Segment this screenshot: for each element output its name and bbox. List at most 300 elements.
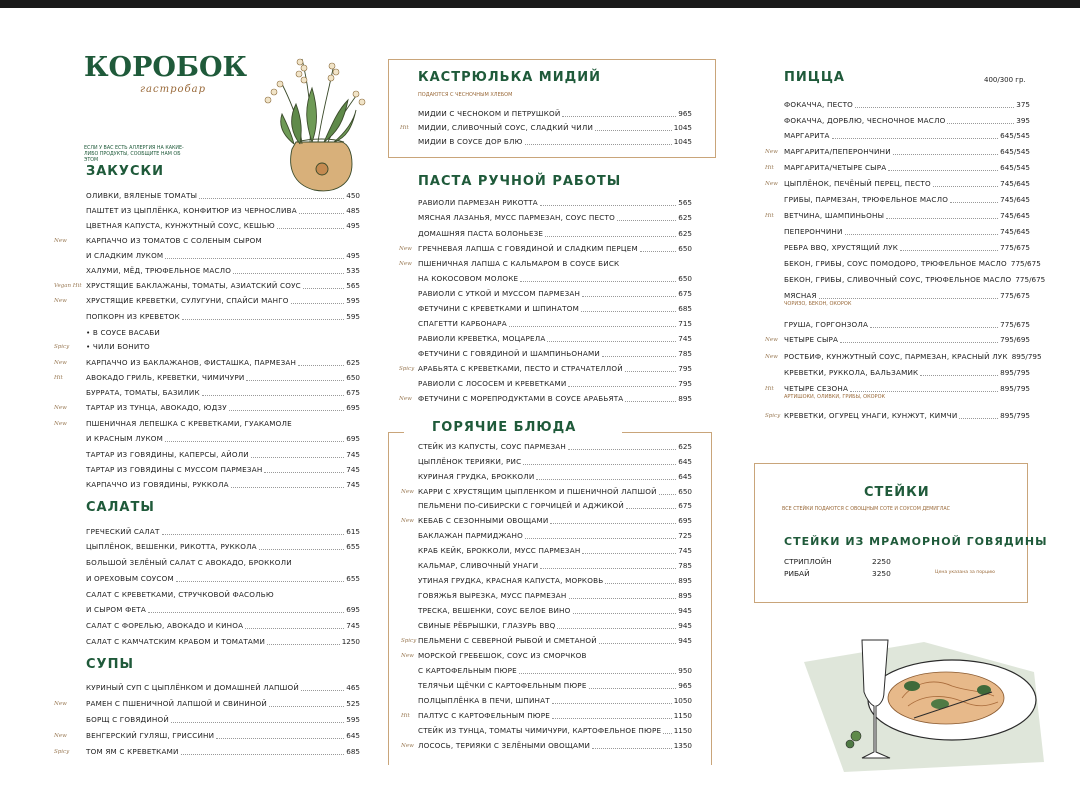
item-note: ЧОРИЗО, БЕКОН, ОКОРОК (784, 301, 852, 307)
item-price: 1045 (673, 123, 692, 132)
item-price: 745/645 (1000, 227, 1030, 236)
item-price: 1350 (673, 741, 692, 750)
item-name: ЧЕТЫРЕ СЕЗОНА (784, 384, 849, 393)
item-name: ФОКАЧЧА, ПЕСТО (784, 100, 854, 109)
item-tag: New (399, 246, 412, 252)
item-name: И СЫРОМ ФЕТА (86, 605, 146, 614)
item-price: 645/545 (1000, 131, 1030, 140)
pasta-item (418, 196, 692, 209)
brand-logo: КОРОБОК (84, 52, 248, 83)
item-price: 775/675 (1000, 243, 1030, 252)
hot-dishes-item (418, 544, 692, 557)
item-name: ФЕТУЧИНИ С КРЕВЕТКАМИ И ШПИНАТОМ (418, 304, 579, 313)
item-price: 745/645 (1000, 195, 1030, 204)
item-name: • В СОУСЕ ВАСАБИ (86, 328, 160, 337)
dot-leader (259, 549, 344, 550)
item-name: ЛОСОСЬ, ТЕРИЯКИ С ЗЕЛЁНЫМИ ОВОЩАМИ (418, 741, 591, 750)
dot-leader (547, 341, 676, 342)
dot-leader (840, 342, 998, 343)
salaty-item (86, 556, 360, 569)
item-price: 535 (346, 266, 360, 275)
item-price: 495 (346, 221, 360, 230)
item-name: ФЕТУЧИНИ С МОРЕПРОДУКТАМИ В СОУСЕ АРАБЬЯТА (418, 394, 624, 403)
item-tag: Hit (54, 375, 63, 381)
zakuski-item (86, 463, 360, 476)
item-tag: New (765, 337, 778, 343)
dot-leader (568, 449, 676, 450)
item-price: 525 (346, 699, 360, 708)
hot-dishes-item (418, 559, 692, 572)
dot-leader (640, 251, 676, 252)
item-name: РАВИОЛИ КРЕВЕТКА, МОЦАРЕЛА (418, 334, 546, 343)
item-price: 945 (678, 636, 692, 645)
item-name: ДОМАШНЯЯ ПАСТА БОЛОНЬЕЗЕ (418, 229, 544, 238)
item-tag: Hit (765, 165, 774, 171)
item-tag: New (54, 733, 67, 739)
item-name: СТЕЙК ИЗ ТУНЦА, ТОМАТЫ ЧИМИЧУРИ, КАРТОФЕЛЬНОЕ ПЮРЕ (418, 726, 662, 735)
item-price: 795 (678, 364, 692, 373)
dot-leader (845, 234, 999, 235)
dot-leader (165, 441, 344, 442)
pizza-item (784, 177, 1030, 190)
item-name: ЦЫПЛЁНОК, ПЕЧЁНЫЙ ПЕРЕЦ, ПЕСТО (784, 179, 931, 188)
dot-leader (509, 326, 676, 327)
section-title-hot-dishes: ГОРЯЧИЕ БЛЮДА (432, 420, 577, 435)
item-tag: New (54, 405, 67, 411)
zakuski-item (86, 310, 360, 323)
dot-leader (625, 401, 676, 402)
dot-leader (291, 303, 345, 304)
item-price: 695 (346, 605, 360, 614)
item-price: 895/795 (1000, 384, 1030, 393)
steak-price: 3250 (872, 569, 891, 578)
item-price: 655 (346, 574, 360, 583)
item-price: 645 (678, 457, 692, 466)
item-price: 495 (346, 251, 360, 260)
item-tag: New (54, 298, 67, 304)
pasta-item (418, 242, 692, 255)
salaty-item (86, 572, 360, 585)
hot-dishes-item (418, 485, 692, 498)
hot-dishes-item (418, 529, 692, 542)
dot-leader (562, 116, 676, 117)
dot-leader (303, 288, 344, 289)
steak-name: СТРИПЛОЙН (784, 557, 832, 566)
hot-dishes-item (418, 455, 692, 468)
item-name: ГРУША, ГОРГОНЗОЛА (784, 320, 869, 329)
item-tag: New (401, 743, 414, 749)
item-name: ОЛИВКИ, ВЯЛЕНЫЕ ТОМАТЫ (86, 191, 198, 200)
salaty-item (86, 619, 360, 632)
item-name: РЕБРА BBQ, ХРУСТЯЩИЙ ЛУК (784, 243, 899, 252)
steaks-subtitle: ВСЕ СТЕЙКИ ПОДАЮТСЯ С ОВОЩНЫМ СОТЕ И СОУСОМ ДЕМИГЛАС (782, 507, 951, 512)
dot-leader (870, 327, 998, 328)
pizza-item (784, 257, 1041, 270)
hot-dishes-item (418, 604, 692, 617)
item-name: ФЕТУЧИНИ С ГОВЯДИНОЙ И ШАМПИНЬОНАМИ (418, 349, 600, 358)
item-price: 465 (346, 683, 360, 692)
item-name: КРАБ КЕЙК, БРОККОЛИ, МУСС ПАРМЕЗАН (418, 546, 581, 555)
dot-leader (181, 754, 345, 755)
pizza-item (784, 129, 1030, 142)
item-name: ХРУСТЯЩИЕ БАКЛАЖАНЫ, ТОМАТЫ, АЗИАТСКИЙ СОУС (86, 281, 301, 290)
mussels-subtitle: ПОДАЮТСЯ С ЧЕСНОЧНЫМ ХЛЕБОМ (418, 92, 513, 98)
item-name: ПЕЛЬМЕНИ С СЕВЕРНОЙ РЫБОЙ И СМЕТАНОЙ (418, 636, 597, 645)
item-price: 785 (678, 561, 692, 570)
dot-leader (216, 738, 344, 739)
item-price: 965 (678, 109, 692, 118)
hot-dishes-item (418, 664, 692, 677)
item-name: АВОКАДО ГРИЛЬ, КРЕВЕТКИ, ЧИМИЧУРИ (86, 373, 245, 382)
item-name: КУРИНАЯ ГРУДКА, БРОККОЛИ (418, 472, 535, 481)
dot-leader (557, 628, 676, 629)
item-name: ВЕТЧИНА, ШАМПИНЬОНЫ (784, 211, 885, 220)
item-name: КАРПАЧЧО ИЗ ТОМАТОВ С СОЛЕНЫМ СЫРОМ (86, 236, 262, 245)
item-name: ХАЛУМИ, МЁД, ТРЮФЕЛЬНОЕ МАСЛО (86, 266, 232, 275)
item-name: СПАГЕТТИ КАРБОНАРА (418, 319, 507, 328)
dot-leader (519, 673, 676, 674)
dot-leader (589, 688, 677, 689)
item-tag: Spicy (399, 366, 415, 372)
dot-leader (617, 220, 676, 221)
dot-leader (540, 568, 676, 569)
item-name: ХРУСТЯЩИЕ КРЕВЕТКИ, СУЛУГУНИ, СПАЙСИ МАНГО (86, 296, 289, 305)
item-name: КАЛЬМАР, СЛИВОЧНЫЙ УНАГИ (418, 561, 539, 570)
dot-leader (301, 690, 344, 691)
dot-leader (933, 186, 998, 187)
item-price: 695 (678, 516, 692, 525)
item-price: 645/545 (1000, 163, 1030, 172)
dot-leader (886, 218, 998, 219)
item-price: 895 (678, 576, 692, 585)
item-tag: New (399, 396, 412, 402)
section-title-salaty: САЛАТЫ (86, 500, 155, 515)
item-name: ТАРТАР ИЗ ГОВЯДИНЫ, КАПЕРСЫ, АЙОЛИ (86, 450, 249, 459)
item-tag: New (54, 360, 67, 366)
dot-leader (298, 365, 344, 366)
item-name: НА КОКОСОВОМ МОЛОКЕ (418, 274, 519, 283)
item-price: 625 (678, 213, 692, 222)
item-price: 745 (346, 480, 360, 489)
zakuski-item (86, 234, 360, 247)
pizza-item (784, 161, 1030, 174)
item-name: ВЕНГЕРСКИЙ ГУЛЯШ, ГРИССИНИ (86, 731, 215, 740)
item-tag: New (54, 421, 67, 427)
salaty-item (86, 540, 360, 553)
item-price: 775/675 (1015, 275, 1046, 284)
dot-leader (233, 273, 344, 274)
item-price: 795 (678, 379, 692, 388)
mussels-item (418, 107, 692, 120)
dot-leader (246, 380, 344, 381)
item-price: 625 (346, 358, 360, 367)
item-price: 895/795 (1000, 368, 1030, 377)
section-title-zakuski: ЗАКУСКИ (86, 164, 164, 179)
item-price: 565 (346, 281, 360, 290)
item-price: 485 (346, 206, 360, 215)
dot-leader (888, 170, 998, 171)
item-tag: Spicy (765, 413, 781, 419)
dot-leader (269, 706, 344, 707)
item-price: 745 (346, 621, 360, 630)
hot-dishes-item (418, 440, 692, 453)
item-name: РАВИОЛИ С ЛОСОСЕМ И КРЕВЕТКАМИ (418, 379, 567, 388)
zakuski-item (86, 401, 360, 414)
item-tag: New (401, 518, 414, 524)
zakuski-item (86, 340, 360, 353)
item-price: 895 (678, 394, 692, 403)
item-price: 895/795 (1000, 411, 1030, 420)
dot-leader (525, 538, 676, 539)
item-tag: Hit (765, 213, 774, 219)
dot-leader (540, 205, 676, 206)
pasta-item (418, 287, 692, 300)
flower-pot-illustration (252, 44, 372, 200)
item-tag: New (54, 238, 67, 244)
zakuski-item (86, 326, 360, 339)
pizza-item (784, 193, 1030, 206)
dot-leader (277, 228, 344, 229)
item-price: 675 (678, 289, 692, 298)
item-tag: New (399, 261, 412, 267)
item-price: 625 (678, 229, 692, 238)
item-name: ГРИБЫ, ПАРМЕЗАН, ТРЮФЕЛЬНОЕ МАСЛО (784, 195, 949, 204)
zakuski-item (86, 219, 360, 232)
dot-leader (582, 296, 676, 297)
pasta-item (418, 257, 692, 270)
item-name: ТРЕСКА, ВЕШЕНКИ, СОУС БЕЛОЕ ВИНО (418, 606, 571, 615)
dot-leader (267, 644, 340, 645)
dot-leader (599, 643, 677, 644)
item-name: МАРГАРИТА/ЧЕТЫРЕ СЫРА (784, 163, 887, 172)
item-name: МАРГАРИТА/ПЕПЕРОНЧИНИ (784, 147, 891, 156)
hot-dishes-item (418, 470, 692, 483)
item-name: РОСТБИФ, КУНЖУТНЫЙ СОУС, ПАРМЕЗАН, КРАСНЫЙ ЛУК (784, 352, 1008, 361)
item-name: БЕКОН, ГРИБЫ, СЛИВОЧНЫЙ СОУС, ТРЮФЕЛЬНОЕ МАСЛО (784, 275, 1012, 284)
item-tag: New (765, 149, 778, 155)
pizza-item (784, 114, 1030, 127)
item-tag: Spicy (401, 638, 417, 644)
section-title-supy: СУПЫ (86, 657, 134, 672)
dot-leader (595, 130, 672, 131)
item-name: МЯСНАЯ (784, 291, 817, 300)
hot-dishes-item (418, 514, 692, 527)
dot-leader (605, 583, 676, 584)
item-price: 745 (346, 465, 360, 474)
item-price: 1050 (673, 696, 692, 705)
dot-leader (893, 154, 998, 155)
steaks-frame (754, 463, 1028, 603)
salaty-item (86, 635, 360, 648)
item-price: 675 (678, 501, 692, 510)
item-name: МИДИИ, СЛИВОЧНЫЙ СОУС, СЛАДКИЙ ЧИЛИ (418, 123, 594, 132)
dot-leader (536, 479, 676, 480)
section-title-pizza: ПИЦЦА (784, 70, 845, 85)
item-price: 375 (1016, 100, 1030, 109)
dot-leader (552, 718, 672, 719)
dot-leader (202, 395, 345, 396)
dot-leader (199, 198, 344, 199)
dot-leader (959, 418, 998, 419)
item-price: 725 (678, 531, 692, 540)
dot-leader (582, 553, 676, 554)
item-price: 650 (678, 244, 692, 253)
item-name: ЦЫПЛЁНОК ТЕРИЯКИ, РИС (418, 457, 522, 466)
dot-leader (525, 144, 672, 145)
pizza-item (784, 318, 1030, 331)
dot-leader (171, 722, 344, 723)
item-price: 450 (346, 191, 360, 200)
pizza-item (784, 333, 1030, 346)
pasta-item (418, 392, 692, 405)
item-tag: New (401, 489, 414, 495)
steaks-price-note: Цена указана за порцию (935, 570, 995, 575)
item-price: 645/545 (1000, 147, 1030, 156)
dot-leader (523, 464, 676, 465)
steaks-marble-title: СТЕЙКИ ИЗ МРАМОРНОЙ ГОВЯДИНЫ (784, 535, 1048, 548)
item-tag: Hit (401, 713, 410, 719)
item-price: 645 (346, 731, 360, 740)
dot-leader (602, 356, 676, 357)
mussels-item (418, 121, 692, 134)
item-name: АРАБЬЯТА С КРЕВЕТКАМИ, ПЕСТО И СТРАЧАТЕЛЛОЙ (418, 364, 623, 373)
item-name: КАРРИ С ХРУСТЯЩИМ ЦЫПЛЕНКОМ И ПШЕНИЧНОЙ ЛАПШОЙ (418, 487, 657, 496)
brand-tagline: гастробар (140, 84, 206, 95)
item-price: 715 (678, 319, 692, 328)
top-dark-bar (0, 0, 1080, 8)
zakuski-item (86, 204, 360, 217)
item-price: 965 (678, 681, 692, 690)
dot-leader (229, 410, 344, 411)
dot-leader (663, 733, 671, 734)
dot-leader (552, 703, 672, 704)
pasta-item (418, 332, 692, 345)
dot-leader (176, 581, 344, 582)
item-price: 565 (678, 198, 692, 207)
item-price: 695 (346, 434, 360, 443)
dot-leader (264, 472, 344, 473)
pizza-item (784, 241, 1030, 254)
item-name: ЦЫПЛЁНОК, ВЕШЕНКИ, РИКОТТА, РУККОЛА (86, 542, 257, 551)
item-price: 795/695 (1000, 335, 1030, 344)
hot-dishes-item (418, 739, 692, 752)
allergy-note: ЕСЛИ У ВАС ЕСТЬ АЛЛЕРГИЯ НА КАКИЕ-ЛИБО ПРОДУКТЫ, СООБЩИТЕ НАМ ОБ ЭТОМ (84, 146, 184, 163)
zakuski-item (86, 279, 360, 292)
item-price: 1250 (341, 637, 360, 646)
item-price: 1150 (673, 711, 692, 720)
section-title-mussels: КАСТРЮЛЬКА МИДИЙ (418, 70, 601, 85)
item-name: КУРИНЫЙ СУП С ЦЫПЛЁНКОМ И ДОМАШНЕЙ ЛАПШОЙ (86, 683, 299, 692)
dot-leader (245, 628, 344, 629)
item-tag: Spicy (54, 749, 70, 755)
item-name: МОРСКОЙ ГРЕБЕШОК, СОУС ИЗ СМОРЧКОВ (418, 651, 587, 660)
hot-dishes-item (418, 619, 692, 632)
steak-name: РИБАЙ (784, 569, 810, 578)
item-price: 745/645 (1000, 179, 1030, 188)
hot-dishes-item (418, 574, 692, 587)
zakuski-item (86, 448, 360, 461)
pasta-item (418, 347, 692, 360)
pizza-item (784, 209, 1030, 222)
pizza-item (784, 225, 1030, 238)
item-price: 785 (678, 349, 692, 358)
item-price: 650 (678, 274, 692, 283)
dot-leader (832, 138, 999, 139)
steak-price: 2250 (872, 557, 891, 566)
hot-dishes-item (418, 589, 692, 602)
item-price: 745 (346, 450, 360, 459)
pasta-item (418, 362, 692, 375)
mussels-item (418, 135, 692, 148)
pasta-item (418, 317, 692, 330)
item-price: 745 (678, 334, 692, 343)
item-price: 655 (346, 542, 360, 551)
item-name: ГРЕЧЕСКИЙ САЛАТ (86, 527, 160, 536)
dot-leader (299, 213, 344, 214)
hot-dishes-item (418, 649, 692, 662)
item-tag: New (401, 653, 414, 659)
hot-dishes-item (418, 724, 692, 737)
item-price: 775/675 (1010, 259, 1041, 268)
item-price: 650 (346, 373, 360, 382)
item-name: СТЕЙК ИЗ КАПУСТЫ, СОУС ПАРМЕЗАН (418, 442, 566, 451)
item-tag: New (765, 181, 778, 187)
item-price: 695 (346, 403, 360, 412)
hot-dishes-item (418, 709, 692, 722)
pizza-item (784, 145, 1030, 158)
item-name: И ОРЕХОВЫМ СОУСОМ (86, 574, 174, 583)
salaty-item (86, 588, 360, 601)
item-name: КАРПАЧЧО ИЗ ГОВЯДИНЫ, РУККОЛА (86, 480, 229, 489)
item-price: 1045 (673, 137, 692, 146)
pizza-item (784, 366, 1030, 379)
zakuski-item (86, 356, 360, 369)
item-name: РАМЕН С ПШЕНИЧНОЙ ЛАПШОЙ И СВИНИНОЙ (86, 699, 267, 708)
item-name: РАВИОЛИ С УТКОЙ И МУССОМ ПАРМЕЗАН (418, 289, 581, 298)
item-price: 625 (678, 442, 692, 451)
item-name: СВИНЫЕ РЁБРЫШКИ, ГЛАЗУРЬ BBQ (418, 621, 556, 630)
hot-dishes-item (418, 679, 692, 692)
item-name: ПАЛТУС С КАРТОФЕЛЬНЫМ ПЮРЕ (418, 711, 551, 720)
zakuski-item (86, 478, 360, 491)
item-name: С КАРТОФЕЛЬНЫМ ПЮРЕ (418, 666, 517, 675)
dot-leader (550, 523, 676, 524)
pizza-item (784, 409, 1030, 422)
pasta-plate-illustration (784, 632, 1054, 782)
item-price: 950 (678, 666, 692, 675)
item-name: ЧЕТЫРЕ СЫРА (784, 335, 839, 344)
zakuski-item (86, 432, 360, 445)
item-price: 615 (346, 527, 360, 536)
item-name: МИДИИ С ЧЕСНОКОМ И ПЕТРУШКОЙ (418, 109, 561, 118)
item-name: МАРГАРИТА (784, 131, 830, 140)
dot-leader (626, 508, 676, 509)
item-name: САЛАТ С ФОРЕЛЬЮ, АВОКАДО И КИНОА (86, 621, 244, 630)
item-price: 675 (346, 388, 360, 397)
dot-leader (625, 371, 677, 372)
dot-leader (592, 748, 672, 749)
item-price: 595 (346, 296, 360, 305)
item-name: ГОВЯЖЬЯ ВЫРЕЗКА, МУСС ПАРМЕЗАН (418, 591, 567, 600)
item-tag: Hit (400, 125, 409, 131)
item-price: 775/675 (1000, 291, 1030, 300)
section-title-steaks: СТЕЙКИ (864, 485, 930, 500)
item-name: ПОПКОРН ИЗ КРЕВЕТОК (86, 312, 180, 321)
item-price: 685 (678, 304, 692, 313)
item-name: САЛАТ С КРЕВЕТКАМИ, СТРУЧКОВОЙ ФАСОЛЬЮ (86, 590, 274, 599)
dot-leader (581, 311, 676, 312)
zakuski-item (86, 417, 360, 430)
